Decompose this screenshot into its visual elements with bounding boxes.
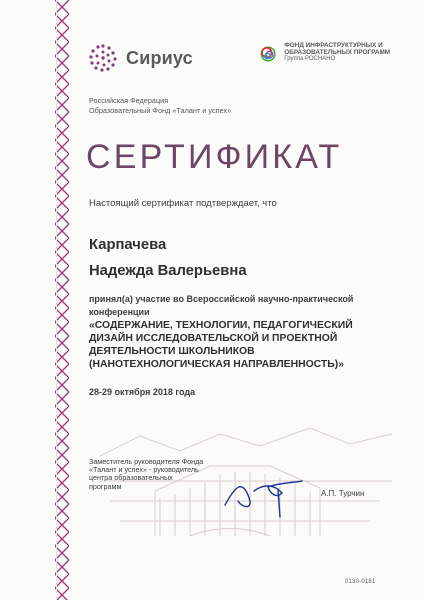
fund-logo <box>260 42 424 66</box>
fund-text: Образовательный Фонд «Талант и успех» <box>89 106 232 115</box>
signature-scribble <box>220 463 307 519</box>
confirmation-text: Настоящий сертификат подтверждает, что <box>89 198 277 209</box>
sirius-logo <box>88 43 193 73</box>
certificate-title: СЕРТИФИКАТ <box>86 138 343 176</box>
signer-position: Заместитель руководителя Фонда «Талант и успех» - руководитель центра образовательных программ <box>89 457 204 491</box>
participation-text: принял(а) участие во Всероссийской научно-практической конференции <box>89 294 354 317</box>
fund-group: Группа РОСНАНО <box>284 56 336 62</box>
sirius-dots-icon <box>88 43 118 73</box>
organization-block <box>89 96 231 116</box>
conference-title: «СОДЕРЖАНИЕ, ТЕХНОЛОГИИ, ПЕДАГОГИЧЕСКИЙ ДИЗАЙН ИССЛЕДОВАТЕЛЬСКОЙ И ПРОЕКТНОЙ ДЕЯТЕЛЬНОСТИ ШКОЛЬНИКОВ (НАНОТЕХНОЛОГИЧЕСКАЯ НАПРАВЛЕННОСТЬ)» <box>89 320 353 370</box>
first-name: Надежда Валерьевна <box>89 263 247 279</box>
country-text: Российская Федерация <box>89 96 169 105</box>
certificate-number: 0130-0181 <box>345 579 376 585</box>
conference-dates: 28-29 октября 2018 года <box>89 387 196 397</box>
sirius-logo-text: Сириус <box>126 47 193 68</box>
last-name: Карпачева <box>89 237 167 253</box>
rosnano-logo-icon <box>260 42 276 66</box>
fund-name: ФОНД ИНФРАСТРУКТУРНЫХ И ОБРАЗОВАТЕЛЬНЫХ ПРОГРАММ <box>284 42 391 56</box>
signer-name: А.П. Турчин <box>321 489 365 498</box>
